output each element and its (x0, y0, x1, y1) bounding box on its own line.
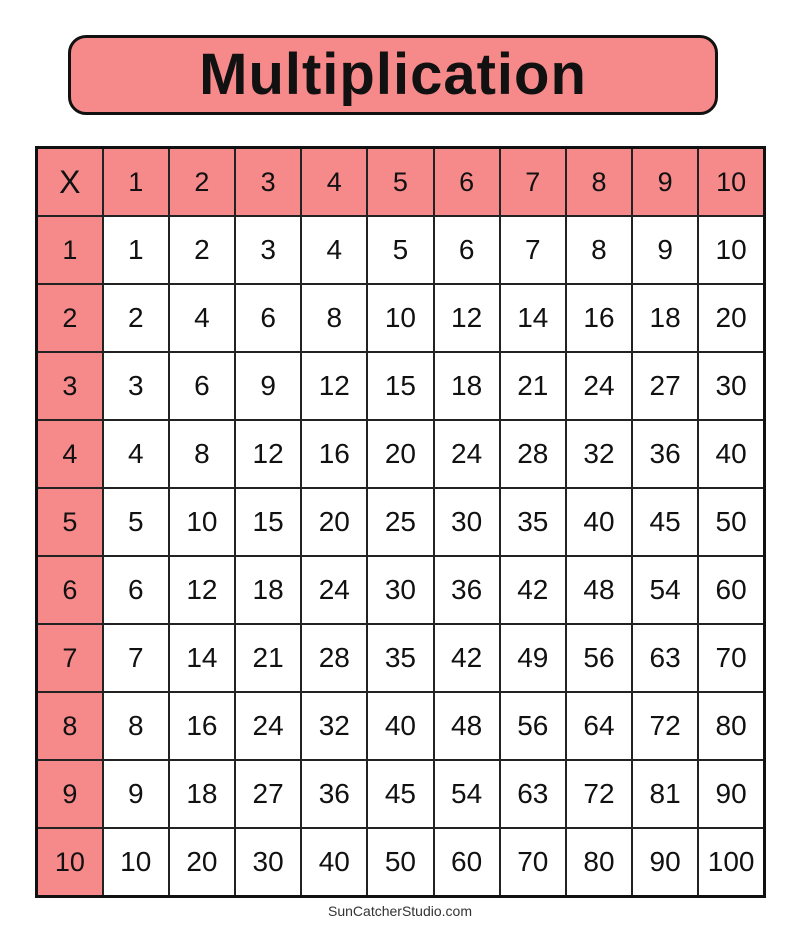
table-cell: 24 (434, 420, 500, 488)
table-cell: 24 (301, 556, 367, 624)
table-cell: 21 (235, 624, 301, 692)
table-cell: 70 (500, 828, 566, 897)
table-cell: 36 (434, 556, 500, 624)
table-cell: 14 (169, 624, 235, 692)
table-cell: 72 (566, 760, 632, 828)
table-cell: 20 (698, 284, 764, 352)
table-cell: 8 (169, 420, 235, 488)
table-cell: 90 (698, 760, 764, 828)
row-header: 8 (37, 692, 103, 760)
table-cell: 2 (169, 216, 235, 284)
table-cell: 30 (698, 352, 764, 420)
table-cell: 70 (698, 624, 764, 692)
table-cell: 4 (301, 216, 367, 284)
table-cell: 30 (367, 556, 433, 624)
table-cell: 54 (434, 760, 500, 828)
table-cell: 50 (698, 488, 764, 556)
corner-cell: X (37, 148, 103, 217)
table-cell: 32 (301, 692, 367, 760)
table-cell: 5 (367, 216, 433, 284)
table-row (37, 692, 765, 760)
table-cell: 24 (566, 352, 632, 420)
table-cell: 5 (103, 488, 169, 556)
table-cell: 40 (566, 488, 632, 556)
table-cell: 8 (566, 216, 632, 284)
table-cell: 8 (301, 284, 367, 352)
table-cell: 12 (301, 352, 367, 420)
table-cell: 54 (632, 556, 698, 624)
table-row (37, 624, 765, 692)
column-header: 3 (235, 148, 301, 217)
table-cell: 15 (367, 352, 433, 420)
table-row (37, 352, 765, 420)
table-cell: 1 (103, 216, 169, 284)
column-header: 6 (434, 148, 500, 217)
table-row (37, 420, 765, 488)
table-cell: 15 (235, 488, 301, 556)
table-cell: 18 (235, 556, 301, 624)
table-row (37, 216, 765, 284)
table-cell: 45 (367, 760, 433, 828)
row-header: 5 (37, 488, 103, 556)
table-row (37, 556, 765, 624)
table-row (37, 760, 765, 828)
table-cell: 27 (235, 760, 301, 828)
column-header: 1 (103, 148, 169, 217)
column-header: 4 (301, 148, 367, 217)
table-cell: 27 (632, 352, 698, 420)
table-row (37, 284, 765, 352)
table-cell: 6 (169, 352, 235, 420)
table-cell: 36 (632, 420, 698, 488)
table-cell: 100 (698, 828, 764, 897)
table-cell: 8 (103, 692, 169, 760)
row-header: 4 (37, 420, 103, 488)
table-cell: 2 (103, 284, 169, 352)
column-header: 2 (169, 148, 235, 217)
column-header: 10 (698, 148, 764, 217)
table-cell: 48 (434, 692, 500, 760)
title-banner (68, 35, 718, 115)
table-cell: 60 (698, 556, 764, 624)
page-title: Multiplication (199, 42, 587, 107)
table-cell: 28 (500, 420, 566, 488)
table-cell: 35 (500, 488, 566, 556)
column-header: 5 (367, 148, 433, 217)
table-cell: 80 (698, 692, 764, 760)
row-header: 9 (37, 760, 103, 828)
table-cell: 9 (103, 760, 169, 828)
table-cell: 16 (169, 692, 235, 760)
table-cell: 6 (103, 556, 169, 624)
row-header: 10 (37, 828, 103, 897)
table-cell: 10 (169, 488, 235, 556)
table-cell: 42 (434, 624, 500, 692)
table-cell: 12 (434, 284, 500, 352)
table-cell: 18 (434, 352, 500, 420)
table-row (37, 488, 765, 556)
table-cell: 80 (566, 828, 632, 897)
table-cell: 12 (169, 556, 235, 624)
table-cell: 30 (235, 828, 301, 897)
table-cell: 16 (301, 420, 367, 488)
table-cell: 42 (500, 556, 566, 624)
table-cell: 35 (367, 624, 433, 692)
row-header: 7 (37, 624, 103, 692)
table-cell: 14 (500, 284, 566, 352)
table-cell: 10 (367, 284, 433, 352)
row-header: 2 (37, 284, 103, 352)
table-cell: 7 (103, 624, 169, 692)
table-cell: 7 (500, 216, 566, 284)
table-cell: 50 (367, 828, 433, 897)
table-cell: 28 (301, 624, 367, 692)
table-cell: 81 (632, 760, 698, 828)
table-cell: 12 (235, 420, 301, 488)
table-cell: 32 (566, 420, 632, 488)
table-cell: 6 (434, 216, 500, 284)
table-cell: 60 (434, 828, 500, 897)
row-header: 6 (37, 556, 103, 624)
table-cell: 48 (566, 556, 632, 624)
credit-text: SunCatcherStudio.com (328, 903, 472, 919)
table-cell: 4 (169, 284, 235, 352)
table-cell: 72 (632, 692, 698, 760)
table-cell: 49 (500, 624, 566, 692)
column-header: 7 (500, 148, 566, 217)
table-cell: 63 (632, 624, 698, 692)
table-cell: 20 (169, 828, 235, 897)
table-cell: 25 (367, 488, 433, 556)
header-row (37, 148, 765, 217)
table-cell: 90 (632, 828, 698, 897)
multiplication-table (35, 146, 766, 898)
table-cell: 56 (566, 624, 632, 692)
table-cell: 40 (367, 692, 433, 760)
table-cell: 45 (632, 488, 698, 556)
table-cell: 40 (301, 828, 367, 897)
table-cell: 3 (103, 352, 169, 420)
table-cell: 20 (301, 488, 367, 556)
table-cell: 36 (301, 760, 367, 828)
table-cell: 40 (698, 420, 764, 488)
table-row (37, 828, 765, 897)
table-cell: 24 (235, 692, 301, 760)
table-cell: 3 (235, 216, 301, 284)
table-cell: 21 (500, 352, 566, 420)
row-header: 1 (37, 216, 103, 284)
table-cell: 10 (103, 828, 169, 897)
table-cell: 63 (500, 760, 566, 828)
table-cell: 9 (632, 216, 698, 284)
table-cell: 4 (103, 420, 169, 488)
table-cell: 56 (500, 692, 566, 760)
table-cell: 18 (632, 284, 698, 352)
table-cell: 9 (235, 352, 301, 420)
table-cell: 18 (169, 760, 235, 828)
column-header: 9 (632, 148, 698, 217)
table-cell: 16 (566, 284, 632, 352)
table-cell: 30 (434, 488, 500, 556)
table-cell: 6 (235, 284, 301, 352)
column-header: 8 (566, 148, 632, 217)
table-cell: 20 (367, 420, 433, 488)
row-header: 3 (37, 352, 103, 420)
table-cell: 10 (698, 216, 764, 284)
table-cell: 64 (566, 692, 632, 760)
